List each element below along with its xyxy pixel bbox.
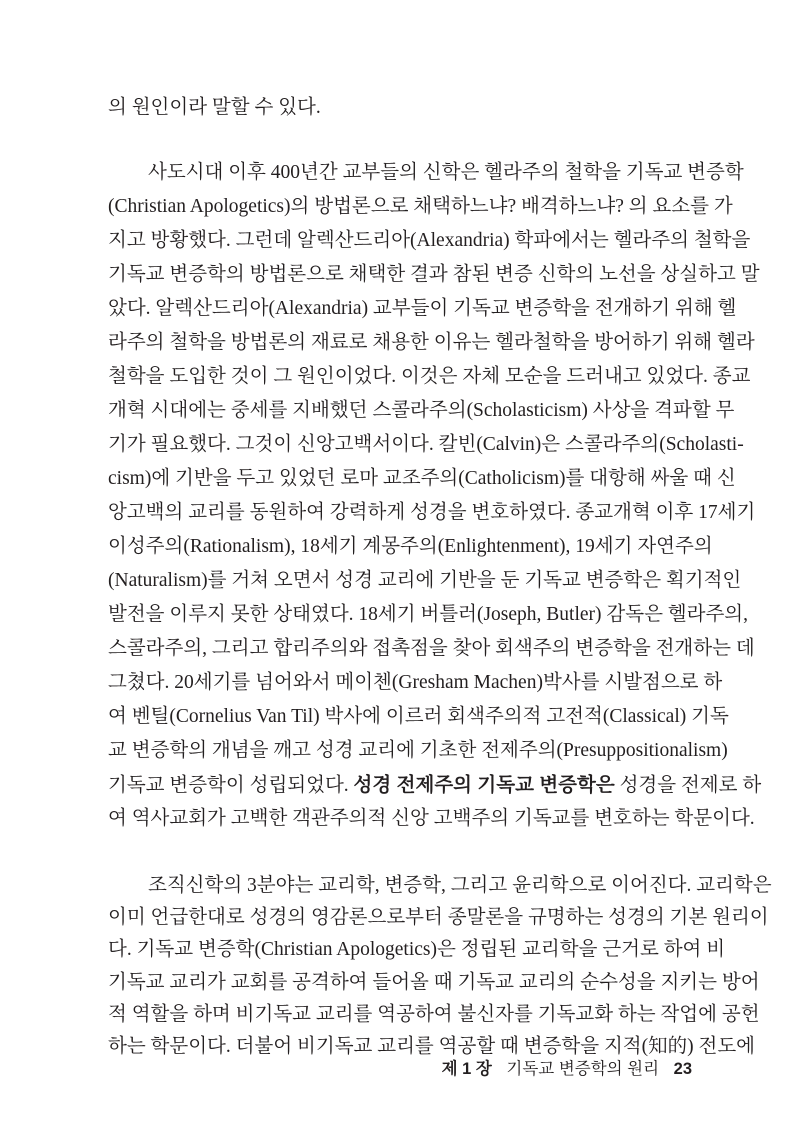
text-line: 개혁 시대에는 중세를 지배했던 스콜라주의(Scholasticism) 사상을 격파할 무: [108, 400, 735, 421]
text-line: 사도시대 이후 400년간 교부들의 신학은 헬라주의 철학을 기독교 변증학: [148, 162, 744, 183]
chapter-title: 기독교 변증학의 원리: [506, 1060, 660, 1078]
text-line: cism)에 기반을 두고 있었던 로마 교조주의(Catholicism)를 대항해 싸울 때 신: [108, 468, 736, 489]
text-line: 이미 언급한대로 성경의 영감론으로부터 종말론을 규명하는 성경의 기본 원리이: [108, 907, 769, 929]
text-line: 여 벤틸(Cornelius Van Til) 박사에 이르러 회색주의적 고전적(Classical) 기독: [108, 706, 729, 727]
emphasis-text: 성경 전제주의 기독교 변증학은: [353, 774, 615, 796]
text-line: 적 역할을 하며 비기독교 교리를 역공하여 불신자를 기독교화 하는 작업에 공헌: [108, 1003, 760, 1025]
text-line: 스콜라주의, 그리고 합리주의와 접촉점을 찾아 회색주의 변증학을 전개하는 데: [108, 638, 755, 659]
text-line: 조직신학의 3분야는 교리학, 변증학, 그리고 윤리학으로 이어진다. 교리학은: [148, 875, 772, 896]
page-number: 23: [673, 1060, 692, 1078]
text-line: 았다. 알렉산드리아(Alexandria) 교부들이 기독교 변증학을 전개하기 위해 헬: [108, 298, 737, 319]
text-line: 철학을 도입한 것이 그 원인이었다. 이것은 자체 모순을 드러내고 있었다. 종교: [108, 366, 751, 387]
text-line: (Naturalism)를 거쳐 오면서 성경 교리에 기반을 둔 기독교 변증학은 획기적인: [108, 570, 742, 591]
page-footer: [442, 1055, 692, 1079]
text-line: 지고 방황했다. 그런데 알렉산드리아(Alexandria) 학파에서는 헬라주의 철학을: [108, 230, 751, 251]
text-line: 다. 기독교 변증학(Christian Apologetics)은 정립된 교리학을 근거로 하여 비: [108, 939, 726, 961]
text-line: 기가 필요했다. 그것이 신앙고백서이다. 칼빈(Calvin)은 스콜라주의(Scholasti-: [108, 434, 744, 455]
text-run: 기독교 변증학이 성립되었다.: [108, 775, 354, 796]
text-line: 기독교 변증학의 방법론으로 채택한 결과 참된 변증 신학의 노선을 상실하고 말: [108, 264, 760, 285]
text-line-with-emphasis: [108, 768, 762, 802]
text-line: 이성주의(Rationalism), 18세기 계몽주의(Enlightenment), 19세기 자연주의: [108, 536, 713, 557]
text-line: (Christian Apologetics)의 방법론으로 채택하느냐? 배격하느냐? 의 요소를 가: [108, 196, 733, 217]
text-line: 라주의 철학을 방법론의 재료로 채용한 이유는 헬라철학을 방어하기 위해 헬라: [108, 332, 755, 353]
text-line: 그쳤다. 20세기를 넘어와서 메이첸(Gresham Machen)박사를 시발점으로 하: [108, 672, 723, 693]
text-line: 앙고백의 교리를 동원하여 강력하게 성경을 변호하였다. 종교개혁 이후 17세기: [108, 502, 756, 523]
text-line: 발전을 이루지 못한 상태였다. 18세기 버틀러(Joseph, Butler) 감독은 헬라주의,: [108, 604, 749, 625]
text-line: 하는 학문이다. 더불어 비기독교 교리를 역공할 때 변증학을 지적(知的) 전도에: [108, 1036, 756, 1057]
text-line: 기독교 교리가 교회를 공격하여 들어올 때 기독교 교리의 순수성을 지키는 방어: [108, 971, 760, 993]
text-line: 교 변증학의 개념을 깨고 성경 교리에 기초한 전제주의(Presuppositionalism): [108, 740, 728, 761]
text-line: 여 역사교회가 고백한 객관주의적 신앙 고백주의 기독교를 변호하는 학문이다.: [108, 808, 755, 829]
chapter-label: 제 1 장: [441, 1060, 492, 1078]
text-line: 의 원인이라 말할 수 있다.: [108, 97, 321, 118]
text-run: 성경을 전제로 하: [614, 775, 762, 796]
